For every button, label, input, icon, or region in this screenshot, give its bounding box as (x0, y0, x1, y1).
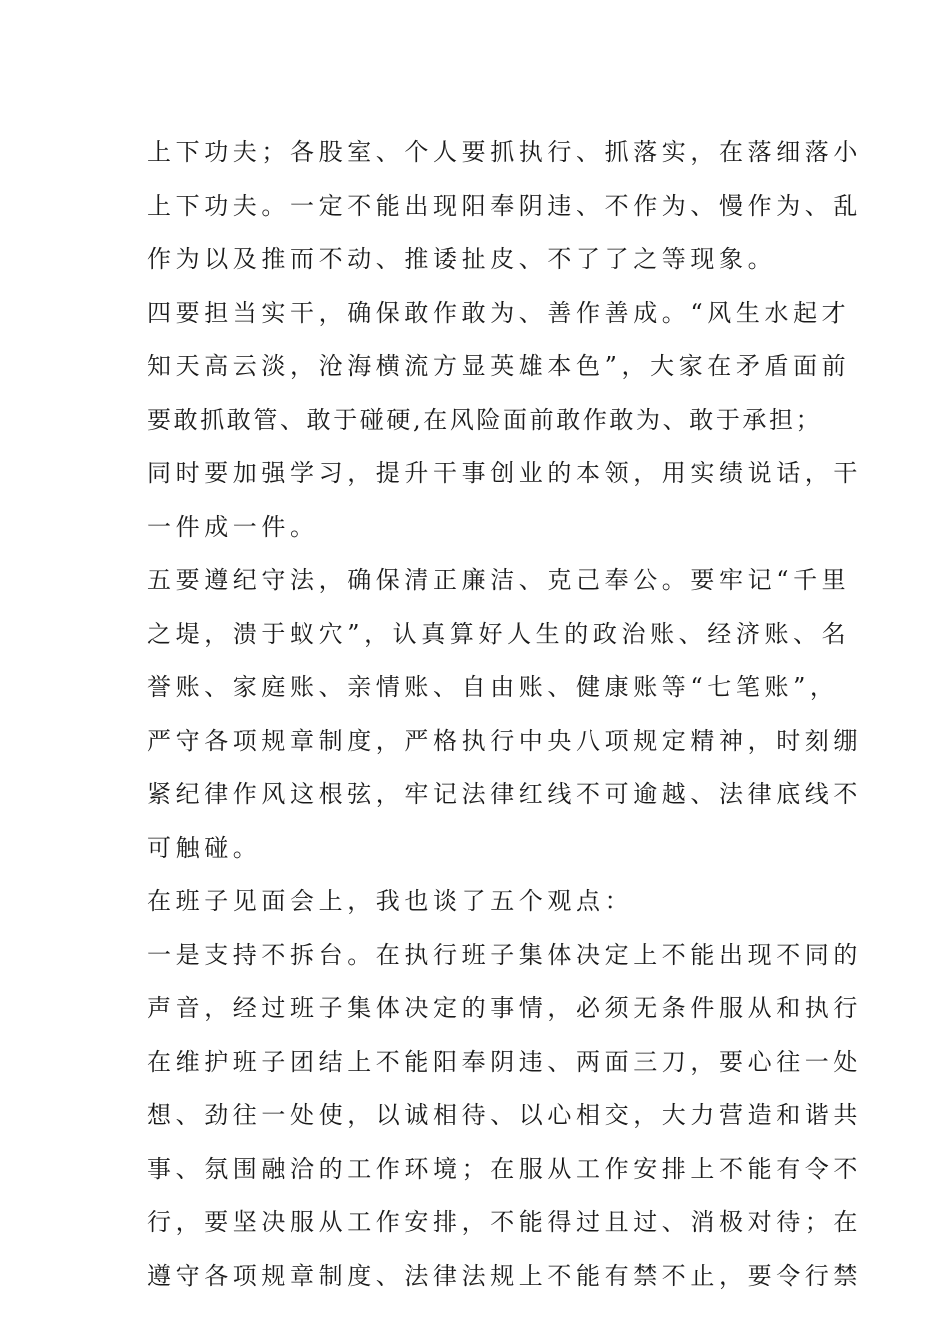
text-line-2: 上下功夫。一定不能出现阳奉阴违、不作为、慢作为、乱 (147, 191, 862, 220)
text-line-21: 行，要坚决服从工作安排，不能得过且过、消极对待；在 (147, 1208, 862, 1236)
text-line-5: 知天高云淡，沧海横流方显英雄本色”，大家在矛盾面前 (147, 352, 851, 380)
text-line-12: 严守各项规章制度，严格执行中央八项规定精神，时刻绷 (147, 726, 862, 755)
text-line-8: 一件成一件。 (147, 512, 319, 541)
text-line-17: 声音，经过班子集体决定的事情，必须无条件服从和执行 (147, 994, 862, 1022)
text-line-10: 之堤，溃于蚁穴”，认真算好人生的政治账、经济账、名 (147, 619, 851, 648)
text-line-9: 五要遵纪守法，确保清正廉洁、克己奉公。要牢记“千里 (147, 566, 851, 594)
text-line-7: 同时要加强学习，提升干事创业的本领，用实绩说话，干 (147, 459, 862, 487)
text-line-19: 想、劲往一处使，以诚相待、以心相交，大力营造和谐共 (147, 1101, 862, 1129)
text-line-20: 事、氛围融洽的工作环境；在服从工作安排上不能有令不 (147, 1154, 862, 1183)
text-line-6: 要敢抓敢管、敢于碰硬,在风险面前敢作敢为、敢于承担； (147, 405, 823, 434)
text-line-18: 在维护班子团结上不能阳奉阴违、两面三刀，要心往一处 (147, 1047, 862, 1076)
text-line-3: 作为以及推而不动、推诿扯皮、不了了之等现象。 (147, 245, 777, 273)
body-text (147, 126, 862, 1303)
text-line-11: 誉账、家庭账、亲情账、自由账、健康账等“七笔账”， (147, 673, 839, 701)
text-line-14: 可触碰。 (147, 833, 262, 862)
text-line-4: 四要担当实干，确保敢作敢为、善作善成。“风生水起才 (147, 298, 851, 327)
text-line-1: 上下功夫；各股室、个人要抓执行、抓落实，在落细落小 (147, 138, 862, 166)
text-line-15: 在班子见面会上，我也谈了五个观点： (147, 887, 634, 915)
text-line-13: 紧纪律作风这根弦，牢记法律红线不可逾越、法律底线不 (147, 780, 862, 808)
text-line-16: 一是支持不拆台。在执行班子集体决定上不能出现不同的 (147, 940, 862, 969)
text-line-22: 遵守各项规章制度、法律法规上不能有禁不止，要令行禁 (147, 1261, 862, 1290)
